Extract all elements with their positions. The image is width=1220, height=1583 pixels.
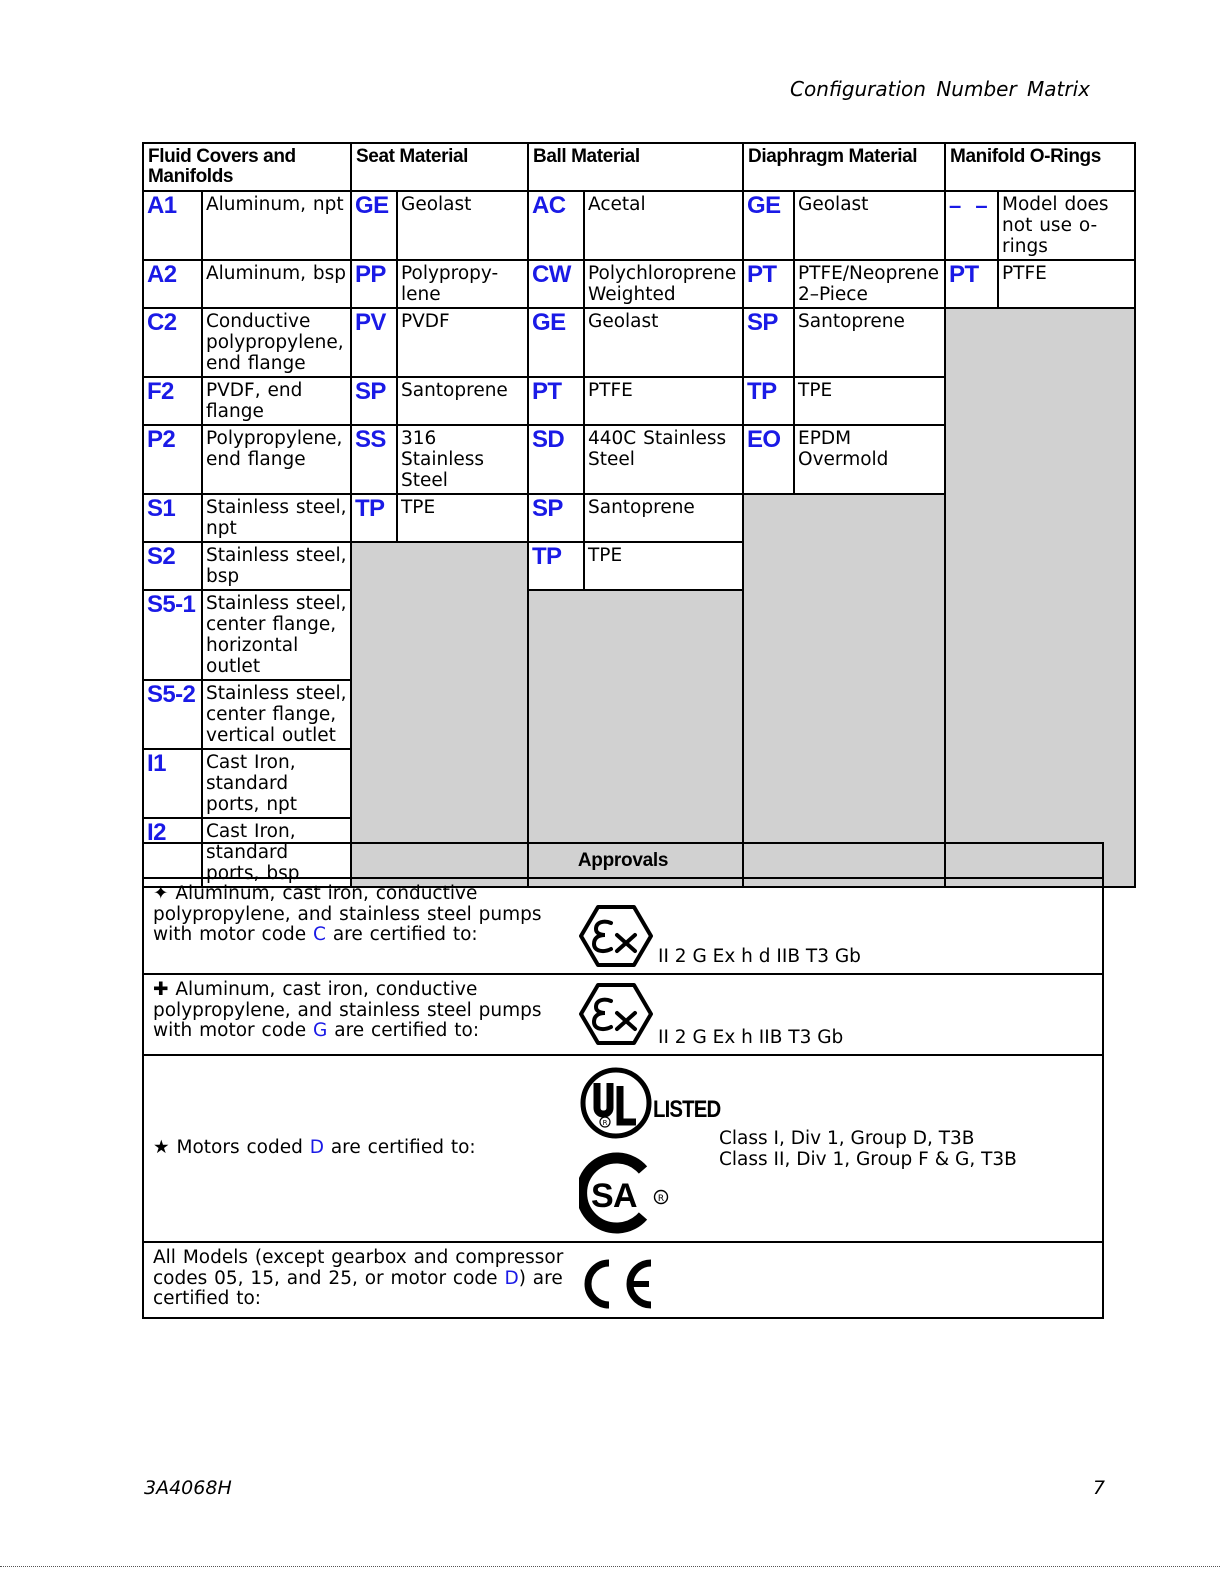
- approvals-header-row: [143, 843, 1103, 878]
- approval-description: [143, 1242, 573, 1318]
- atex-ex-mark-icon: [579, 983, 653, 1045]
- approval-description: [143, 974, 573, 1055]
- fluid-cover-code: F2: [143, 377, 202, 425]
- approval-text-start: Aluminum, cast iron, conductive polypropylene, and stainless steel pumps with motor code: [153, 883, 542, 945]
- fluid-cover-desc: Aluminum, npt: [202, 191, 351, 260]
- fluid-cover-code: S2: [143, 542, 202, 590]
- ball-desc: Acetal: [584, 191, 743, 260]
- seat-code: SS: [351, 425, 397, 494]
- svg-text:R: R: [657, 1194, 665, 1204]
- header-seat-material: Seat Material: [351, 143, 528, 191]
- approval-description: [143, 878, 573, 974]
- ball-code: SP: [528, 494, 584, 542]
- diaphragm-code: SP: [743, 308, 794, 377]
- header-ball-material: Ball Material: [528, 143, 743, 191]
- oring-code: PT: [945, 260, 998, 308]
- approvals-table: [142, 842, 1104, 1319]
- motor-code: G: [313, 1020, 328, 1041]
- fluid-cover-code: S5-2: [143, 680, 202, 749]
- document-number: 3A4068H: [144, 1477, 232, 1499]
- fluid-cover-desc: PVDF, end flange: [202, 377, 351, 425]
- ball-code: SD: [528, 425, 584, 494]
- ball-code: GE: [528, 308, 584, 377]
- motor-code: C: [313, 924, 326, 945]
- table-row: [143, 191, 1135, 260]
- atex-cert-text: II 2 G Ex h d IIB T3 Gb: [658, 946, 861, 967]
- ball-code: TP: [528, 542, 584, 590]
- ball-desc: Geolast: [584, 308, 743, 377]
- ball-desc: Santoprene: [584, 494, 743, 542]
- fluid-cover-desc: Cast Iron, standard ports, npt: [202, 749, 351, 818]
- approval-cert-cell: [573, 1242, 1103, 1318]
- approval-row: [143, 1242, 1103, 1318]
- ball-desc: Polychloroprene Weighted: [584, 260, 743, 308]
- table-row: [143, 308, 1135, 377]
- csa-mark-icon: [579, 1152, 671, 1234]
- fluid-cover-code: S1: [143, 494, 202, 542]
- seat-code: PV: [351, 308, 397, 377]
- diaphragm-code: GE: [743, 191, 794, 260]
- fluid-cover-desc: Stainless steel, center flange, horizontal outlet: [202, 590, 351, 680]
- seat-desc: PVDF: [397, 308, 528, 377]
- fluid-cover-desc: Stainless steel, center flange, vertical outlet: [202, 680, 351, 749]
- seat-desc: TPE: [397, 494, 528, 542]
- footer-divider: [0, 1566, 1220, 1567]
- svg-text:S: S: [591, 1177, 614, 1215]
- oring-code: [945, 191, 998, 260]
- approval-description: [143, 1055, 573, 1242]
- diaphragm-code: EO: [743, 425, 794, 494]
- fluid-cover-desc: Aluminum, bsp: [202, 260, 351, 308]
- four-point-star-icon: ✦: [153, 883, 169, 904]
- diaphragm-desc: EPDM Overmold: [794, 425, 945, 494]
- ball-desc: 440C Stainless Steel: [584, 425, 743, 494]
- fluid-cover-code: I2: [143, 818, 202, 887]
- class-two-cert-text: Class II, Div 1, Group F & G, T3B: [719, 1149, 1017, 1170]
- ball-code: AC: [528, 191, 584, 260]
- table-row: [143, 260, 1135, 308]
- atex-ex-mark-icon: [579, 905, 653, 967]
- diaphragm-code: TP: [743, 377, 794, 425]
- seat-empty-shaded: [351, 542, 528, 887]
- approval-text-end: are certified to:: [327, 1020, 480, 1041]
- ball-desc: PTFE: [584, 377, 743, 425]
- fluid-cover-code: A2: [143, 260, 202, 308]
- approval-text-start: All Models (except gearbox and compressor codes 05, 15, and 25, or motor code: [153, 1247, 564, 1289]
- diaphragm-empty-shaded: [743, 494, 945, 887]
- header-diaphragm-material: Diaphragm Material: [743, 143, 945, 191]
- fluid-cover-desc: Polypropylene, end flange: [202, 425, 351, 494]
- bold-cross-icon: ✚: [153, 979, 169, 1000]
- approval-row: [143, 974, 1103, 1055]
- approval-text-end: ) are certified to:: [153, 1267, 563, 1309]
- header-fluid-covers: Fluid Covers and Manifolds: [143, 143, 351, 191]
- class-one-cert-text: Class I, Div 1, Group D, T3B: [719, 1128, 975, 1149]
- seat-desc: Santoprene: [397, 377, 528, 425]
- fluid-cover-code: A1: [143, 191, 202, 260]
- fluid-cover-code: S5-1: [143, 590, 202, 680]
- oring-desc: PTFE: [998, 260, 1135, 308]
- diaphragm-desc: PTFE/Neoprene 2–Piece: [794, 260, 945, 308]
- approvals-title: Approvals: [143, 843, 1103, 878]
- header-manifold-orings: Manifold O-Rings: [945, 143, 1135, 191]
- svg-text:A: A: [613, 1177, 638, 1215]
- orings-empty-shaded: [945, 308, 1135, 887]
- fluid-cover-desc: Stainless steel, npt: [202, 494, 351, 542]
- seat-desc: Polypropy-lene: [397, 260, 528, 308]
- atex-cert-text: II 2 G Ex h IIB T3 Gb: [658, 1027, 844, 1048]
- seat-desc: Geolast: [397, 191, 528, 260]
- oring-code-dashes: – –: [949, 193, 992, 218]
- approval-cert-cell: [573, 1055, 1103, 1242]
- fluid-cover-desc: Stainless steel, bsp: [202, 542, 351, 590]
- approval-text-start: Motors coded: [176, 1137, 310, 1159]
- fluid-cover-code: C2: [143, 308, 202, 377]
- seat-code: TP: [351, 494, 397, 542]
- diaphragm-code: PT: [743, 260, 794, 308]
- ce-mark-icon: [579, 1257, 655, 1311]
- oring-desc: Model does not use o-rings: [998, 191, 1135, 260]
- ball-code: PT: [528, 377, 584, 425]
- ul-listed-mark-icon: [579, 1066, 653, 1140]
- fluid-cover-code: P2: [143, 425, 202, 494]
- seat-code: PP: [351, 260, 397, 308]
- page-header-title: Configuration Number Matrix: [790, 77, 1090, 101]
- seat-code: GE: [351, 191, 397, 260]
- diaphragm-desc: Santoprene: [794, 308, 945, 377]
- ball-desc: TPE: [584, 542, 743, 590]
- motor-code: D: [309, 1137, 324, 1159]
- page-number: 7: [1092, 1477, 1105, 1499]
- motor-code: D: [504, 1267, 519, 1289]
- approval-text-end: are certified to:: [325, 924, 478, 945]
- approval-cert-cell: [573, 974, 1103, 1055]
- configuration-matrix-table: [142, 142, 1136, 888]
- ul-listed-word: LISTED: [653, 1096, 721, 1123]
- svg-text:R: R: [602, 1119, 608, 1127]
- approval-cert-cell: [573, 878, 1103, 974]
- fluid-cover-code: I1: [143, 749, 202, 818]
- approval-row: [143, 1055, 1103, 1242]
- diaphragm-desc: Geolast: [794, 191, 945, 260]
- matrix-header-row: [143, 143, 1135, 191]
- seat-desc: 316 Stainless Steel: [397, 425, 528, 494]
- star-icon: ★: [153, 1137, 170, 1159]
- fluid-cover-desc: Cast Iron, standard ports, bsp: [202, 818, 351, 887]
- approval-row: [143, 878, 1103, 974]
- diaphragm-desc: TPE: [794, 377, 945, 425]
- seat-code: SP: [351, 377, 397, 425]
- approval-text-end: are certified to:: [323, 1137, 476, 1159]
- fluid-cover-desc: Conductive polypropylene, end flange: [202, 308, 351, 377]
- ball-code: CW: [528, 260, 584, 308]
- approval-text-start: Aluminum, cast iron, conductive polypropylene, and stainless steel pumps with motor code: [153, 979, 542, 1041]
